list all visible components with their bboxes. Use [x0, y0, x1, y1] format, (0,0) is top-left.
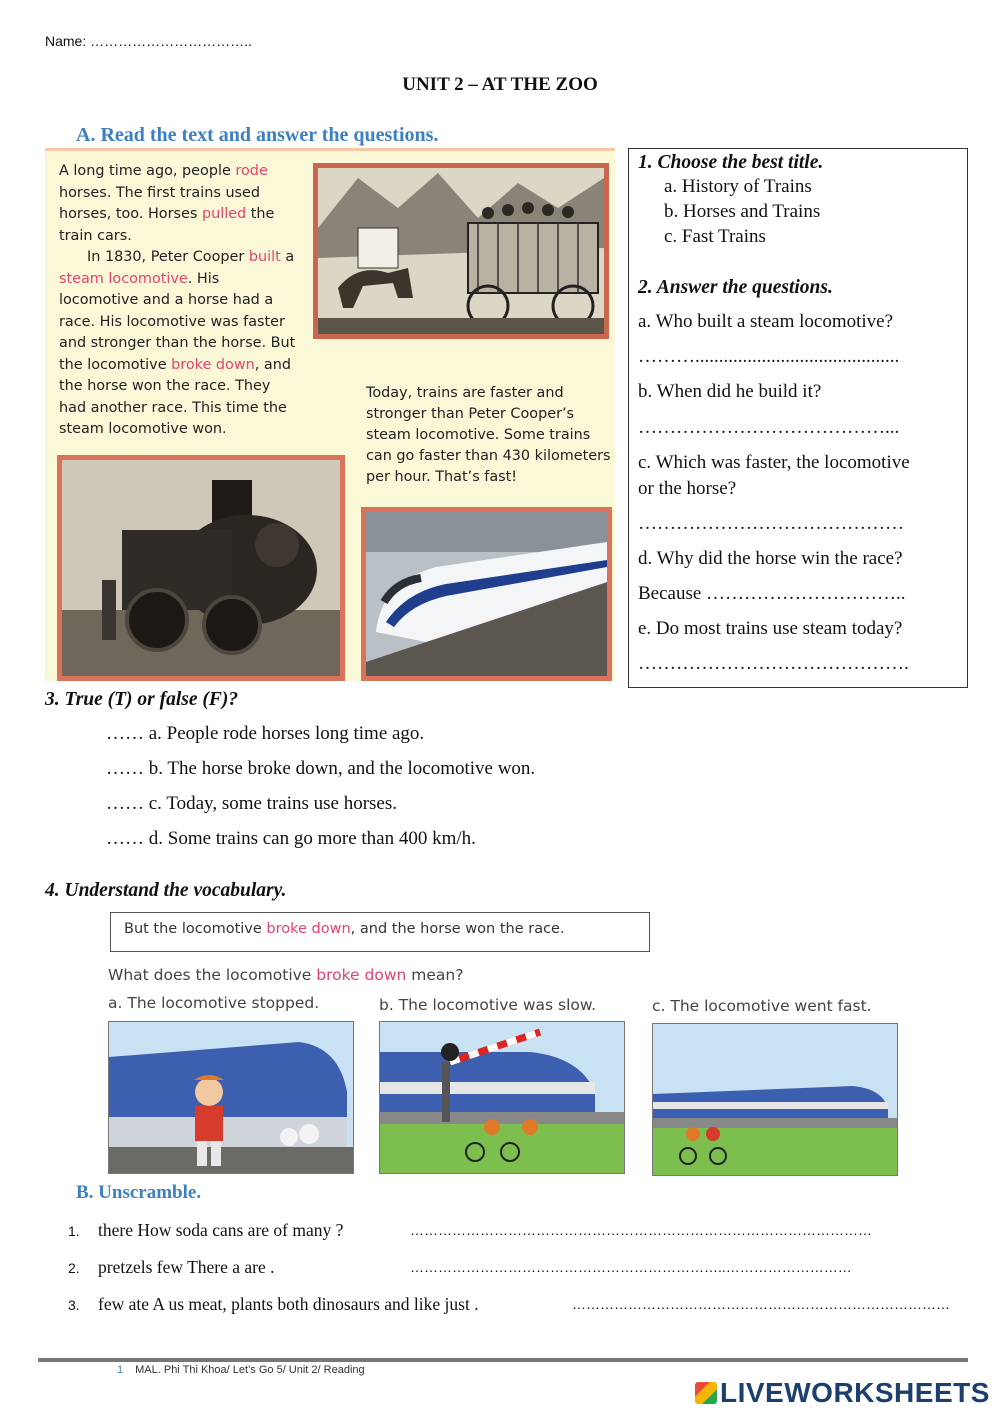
- item-number: 1.: [68, 1223, 80, 1239]
- reading-paragraph-3: Today, trains are faster and stronger than Peter Cooper’s steam locomotive. Some trains can go faster than 430 kilometers per hour. That’s fast!: [366, 385, 611, 485]
- question-e: e. Do most trains use steam today?: [638, 618, 903, 639]
- vocab-question-text: What does the locomotive: [108, 966, 317, 984]
- q1-heading: 1. Choose the best title.: [638, 152, 824, 173]
- reading-text: [59, 249, 295, 437]
- reading-text-run: horses. The first trains used horses, too. Horses: [59, 184, 261, 222]
- answer-a-blank[interactable]: ………...........................................: [638, 346, 900, 367]
- vocab-option-a[interactable]: a. The locomotive stopped.: [108, 994, 320, 1012]
- scrambled-sentence: pretzels few There a are .: [98, 1257, 275, 1277]
- reading-text-run: A long time ago, people: [59, 163, 236, 179]
- vocab-question-highlight: broke down: [316, 966, 407, 984]
- reading-text-run: In 1830, Peter Cooper: [87, 249, 249, 265]
- question-b: b. When did he build it?: [638, 381, 822, 402]
- footer-credit: [117, 1364, 365, 1376]
- logo-icon: [695, 1382, 717, 1404]
- scene-locomotive-slow[interactable]: [379, 1021, 625, 1174]
- highlighted-word: broke down: [171, 356, 255, 373]
- highlighted-word: steam locomotive: [59, 270, 188, 287]
- answer-b-blank[interactable]: …………………………………...: [638, 417, 900, 438]
- horse-carriage-illustration: [313, 163, 609, 339]
- q1-option-b: b. Horses and Trains: [664, 201, 821, 222]
- scene-locomotive-stopped[interactable]: [108, 1021, 354, 1174]
- reading-panel: [45, 148, 615, 681]
- footer-divider: [38, 1358, 968, 1362]
- item-number: 3.: [68, 1297, 80, 1313]
- name-line: Name: ……………………………..: [45, 33, 252, 49]
- vocab-sentence-text: , and the horse won the race.: [350, 921, 565, 937]
- vocab-option-c[interactable]: c. The locomotive went fast.: [652, 997, 872, 1015]
- credit-text: MAL. Phi Thi Khoa/ Let’s Go 5/ Unit 2/ Reading: [135, 1364, 365, 1376]
- page-number: 1: [117, 1364, 124, 1376]
- question-a: a. Who built a steam locomotive?: [638, 311, 894, 332]
- vocab-heading: 4. Understand the vocabulary.: [45, 880, 287, 901]
- highlighted-word: pulled: [201, 206, 247, 222]
- vocab-sentence-text: But the locomotive: [124, 921, 267, 937]
- reading-text-run: a: [280, 249, 295, 265]
- answer-3-blank[interactable]: ………………………………………………………………………: [572, 1296, 950, 1312]
- steam-locomotive-photo: [57, 455, 345, 681]
- section-a-heading: A. Read the text and answer the questions.: [76, 124, 439, 146]
- unscramble-item-1: [68, 1220, 343, 1241]
- question-c-line2: or the horse?: [638, 478, 737, 499]
- tf-item-d[interactable]: …… d. Some trains can go more than 400 km/h.: [106, 828, 476, 849]
- bullet-train-photo: [361, 507, 612, 681]
- answer-e-blank[interactable]: …………………………………….: [638, 653, 909, 674]
- highlighted-word: rode: [235, 163, 268, 179]
- reading-text-run: , and the horse won the race. They had another race. This time the steam locomotive won.: [59, 356, 291, 437]
- unscramble-item-2: [68, 1257, 275, 1278]
- logo-text: LIVEWORKSHEETS: [720, 1377, 990, 1408]
- q1-option-c: c. Fast Trains: [664, 226, 766, 247]
- scene-locomotive-fast[interactable]: [652, 1023, 898, 1176]
- scrambled-sentence: few ate A us meat, plants both dinosaurs and like just .: [98, 1294, 479, 1314]
- item-number: 2.: [68, 1260, 80, 1276]
- vocab-question: [108, 966, 463, 984]
- true-false-heading: 3. True (T) or false (F)?: [45, 689, 239, 710]
- reading-text-run: . His locomotive and a horse had a race. His locomotive was faster and stronger than the horse. But the locomotive: [59, 270, 296, 373]
- answer-2-blank[interactable]: …………………………………………………………..………………………: [410, 1259, 852, 1275]
- vocab-question-text: mean?: [406, 966, 464, 984]
- unscramble-item-3: [68, 1294, 479, 1315]
- tf-item-a[interactable]: …… a. People rode horses long time ago.: [106, 723, 425, 744]
- vocab-sentence-box: [110, 912, 650, 952]
- tf-item-b[interactable]: …… b. The horse broke down, and the locomotive won.: [106, 758, 536, 779]
- q2-heading: 2. Answer the questions.: [638, 277, 833, 298]
- answer-c-blank[interactable]: ……………………………………: [638, 513, 904, 534]
- answer-d-blank[interactable]: Because …………………………..: [638, 583, 906, 604]
- question-c-line1: c. Which was faster, the locomotive: [638, 452, 910, 473]
- reading-text: [59, 163, 274, 244]
- reading-text-run: the train cars.: [59, 206, 275, 244]
- questions-box: [628, 148, 968, 688]
- answer-1-blank[interactable]: ………………………………………………………………………………………: [410, 1222, 872, 1238]
- section-b-heading: B. Unscramble.: [76, 1182, 202, 1203]
- liveworksheets-logo[interactable]: [695, 1377, 990, 1409]
- highlighted-word: built: [248, 249, 281, 265]
- reading-paragraph-1: [59, 161, 299, 441]
- question-d: d. Why did the horse win the race?: [638, 548, 903, 569]
- scrambled-sentence: there How soda cans are of many ?: [98, 1220, 344, 1240]
- vocab-option-b[interactable]: b. The locomotive was slow.: [379, 996, 597, 1014]
- q1-option-a: a. History of Trains: [664, 176, 812, 197]
- page-title: UNIT 2 – AT THE ZOO: [402, 74, 598, 95]
- tf-item-c[interactable]: …… c. Today, some trains use horses.: [106, 793, 398, 814]
- vocab-sentence-highlight: broke down: [266, 921, 351, 937]
